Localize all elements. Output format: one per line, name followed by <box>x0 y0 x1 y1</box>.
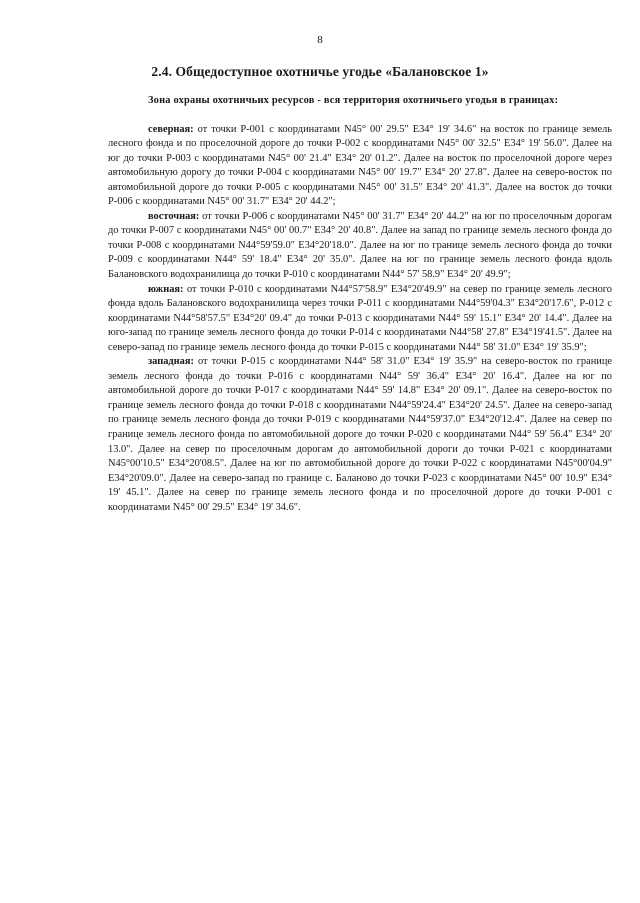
boundary-text: от точки Р-006 с координатами N45° 00' 31.7" E34° 20' 44.2" на юг по проселочным дорогам до точки Р-007 с координатами N45° 00' 00.7" E34° 20' 40.8". Далее на запад по границе земель лесного фонда до точки Р-008 с координатами N44°59'59.0" E34°20'18.0". Далее на юг по границе земель лесного фонда до точки Р-009 с координатами N44° 59' 18.4" E34° 20' 35.0". Далее на юг по границе земель лесного фонда вдоль Балановского водохранилища до точки Р-010 с координатами N44° 57' 58.9" E34° 20' 49.9"; <box>108 210 612 281</box>
boundary-text: от точки Р-010 с координатами N44°57'58.9" E34°20'49.9" на север по границе земель лесного фонда вдоль Балановского водохранилища через точки Р-011 с координатами N44°59'04.3" E34°20'17.6", Р-012 с координатами N44°58'57.5" E34°20' 09.4" до точки Р-013 с координатами N44° 59' 15.1" E34° 20' 14.4". Далее на юго-запад по границе земель лесного фонда до точки Р-014 с координатами N44°58' 27.8" E34°19'41.5". Далее на северо-запад по границе земель лесного фонда до точки Р-015 с координатами N44° 58' 31.0" E34° 19' 35.9"; <box>108 283 612 353</box>
boundary-text: от точки Р-015 с координатами N44° 58' 31.0" E34° 19' 35.9" на северо-восток по границе земель лесного фонда до точки Р-016 с координатами N44° 59' 36.4" E34° 20' 16.4". Далее на юг по автомобильной дороге до точки Р-017 с координатами N44° 59' 14.8" E34° 20' 09.1". Далее на северо-восток по границе земель лесного фонда до точки Р-018 с координатами N44°59'24.4" E34°20' 24.5". Далее на северо-запад по границе земель лесного фонда до точки Р-019 с координатами N44°59'37.0" E34°20'12.4". Далее на север по границе земель лесного фонда по автомобильной дороге до точки Р-020 с координатами N44° 59' 56.4" E34° 20' 13.0". Далее на север по проселочным дорогам до автомобильной дороги до точки Р-021 с координатами N45°00'10.5" E34°20'08.5". Далее на юг по автомобильной дороге до точки Р-022 с координатами N45°00'04.9" E34°20'09.0". Далее на северо-запад по границе с. Баланово до точки Р-023 с координатами N45° 00' 10.9" E34° 19' 45.1". Далее на север по границе земель лесного фонда и по проселочной дороге до точки Р-001 с координатами N45° 00' 29.5" E34° 19' 34.6". <box>108 356 612 513</box>
intro-paragraph: Зона охраны охотничьих ресурсов - вся территория охотничьего угодья в границах: <box>148 95 559 106</box>
section-title: 2.4. Общедоступное охотничье угодье «Балановское 1» <box>151 64 489 79</box>
boundary-text: от точки Р-001 с координатами N45° 00' 29.5" E34° 19' 34.6" на восток по границе земель лесного фонда и по проселочной дороге до точки Р-002 с координатами N45° 00' 32.5" E34° 19' 56.0". Далее на юг до точки Р-003 с координатами N45° 00' 21.4" E34° 20' 01.2". Далее на восток по проселочной дороге через автомобильную дорогу до точки Р-004 с координатами N45° 00' 19.7" E34° 20' 27.8". Далее на северо-восток по автомобильной дороге до точки Р-005 с координатами N45° 00' 31.5" E34° 20' 41.3". Далее на восток до точки Р-006 с координатами N45° 00' 31.7" E34° 20' 44.2"; <box>108 123 612 208</box>
boundary-south <box>108 283 612 356</box>
document-body <box>108 94 612 515</box>
boundary-east <box>108 210 612 283</box>
boundary-name: восточная: <box>148 210 200 222</box>
boundary-west <box>108 355 612 515</box>
boundary-name: северная: <box>148 123 194 135</box>
boundary-name: западная: <box>148 356 194 368</box>
page-number: 8 <box>317 34 323 46</box>
boundary-name: южная: <box>148 283 184 295</box>
boundary-north <box>108 123 612 210</box>
